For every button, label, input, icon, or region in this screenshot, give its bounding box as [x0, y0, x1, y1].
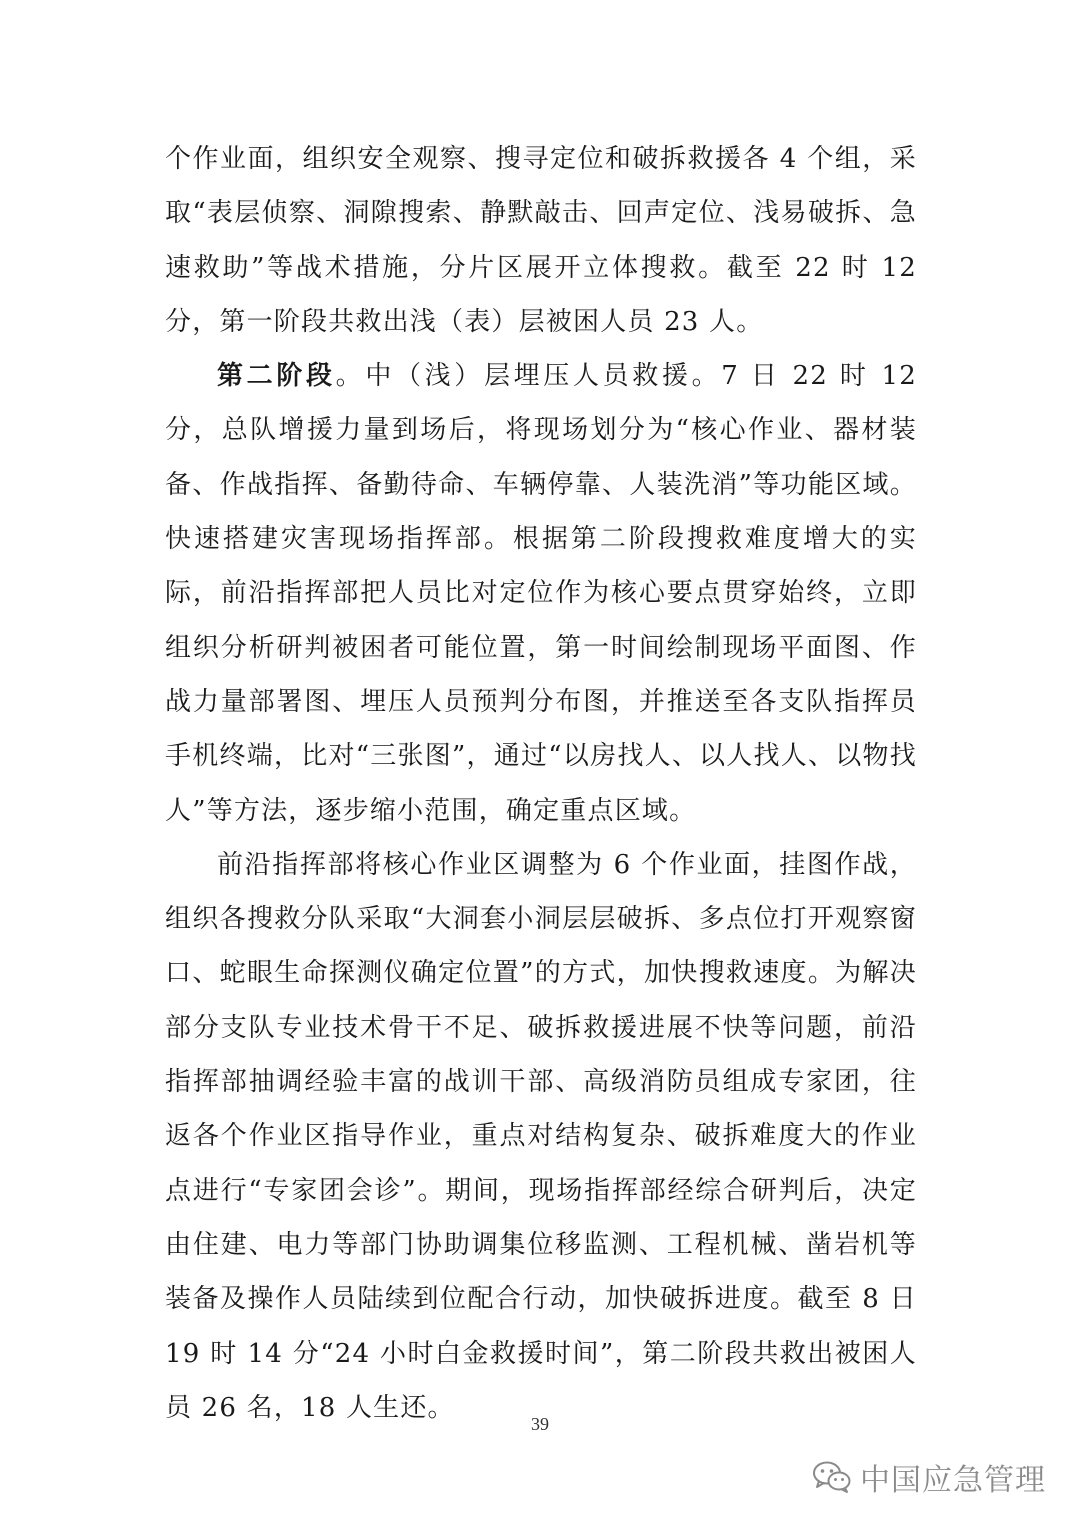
paragraph-lead: 第二阶段 [217, 361, 336, 392]
paragraph-3 [165, 838, 917, 1435]
paragraph-1 [165, 132, 917, 349]
page-number: 39 [531, 1414, 549, 1434]
paragraph-text: 个作业面，组织安全观察、搜寻定位和破拆救援各 4 个组，采取“表层侦察、洞隙搜索、静默敲击、回声定位、浅易破拆、急速救助”等战术措施，分片区展开立体搜救。截至 22 时 12 分，第一阶段共救出浅（表）层被困人员 23 人。 [165, 144, 917, 337]
wechat-icon [812, 1460, 852, 1494]
paragraph-2 [165, 349, 917, 838]
paragraph-text: 前沿指挥部将核心作业区调整为 6 个作业面，挂图作战，组织各搜救分队采取“大洞套小洞层层破拆、多点位打开观察窗口、蛇眼生命探测仪确定位置”的方式，加快搜救速度。为解决部分支队专业技术骨干不足、破拆救援进展不快等问题，前沿指挥部抽调经验丰富的战训干部、高级消防员组成专家团，往返各个作业区指导作业，重点对结构复杂、破拆难度大的作业点进行“专家团会诊”。期间，现场指挥部经综合研判后，决定由住建、电力等部门协助调集位移监测、工程机械、凿岩机等装备及操作人员陆续到位配合行动，加快破拆进度。截至 8 日 19 时 14 分“24 小时白金救援时间”，第二阶段共救出被困人员 26 名，18 人生还。 [165, 849, 917, 1423]
paragraph-text: 。中（浅）层埋压人员救援。7 日 22 时 12 分，总队增援力量到场后，将现场划分为“核心作业、器材装备、作战指挥、备勤待命、车辆停靠、人装洗消”等功能区域。快速搭建灾害现场指挥部。根据第二阶段搜救难度增大的实际，前沿指挥部把人员比对定位作为核心要点贯穿始终，立即组织分析研判被困者可能位置，第一时间绘制现场平面图、作战力量部署图、埋压人员预判分布图，并推送至各支队指挥员手机终端，比对“三张图”，通过“以房找人、以人找人、以物找人”等方法，逐步缩小范围，确定重点区域。 [165, 361, 917, 826]
document-body [165, 132, 917, 1435]
watermark [812, 1455, 1046, 1499]
watermark-text: 中国应急管理 [860, 1463, 1046, 1498]
